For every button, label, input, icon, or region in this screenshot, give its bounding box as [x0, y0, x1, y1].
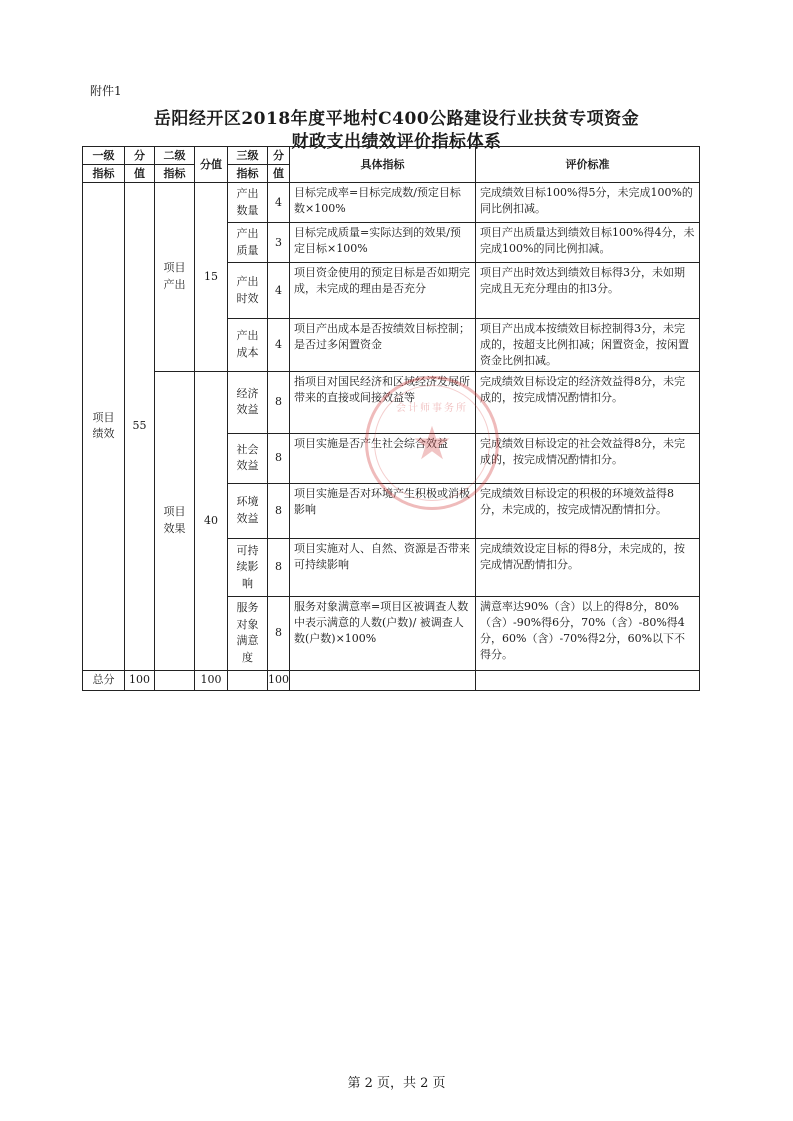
total-row: [83, 670, 700, 690]
level3-score: 4: [268, 183, 290, 223]
standard-text: 完成绩效目标100%得5分，未完成100%的同比例扣减。: [476, 183, 700, 223]
level3-name: 产出时效: [228, 263, 268, 319]
level1-score: 55: [125, 183, 155, 671]
total-score1: 100: [125, 670, 155, 690]
seal-star-icon: ★: [411, 416, 453, 470]
group-name: 项目效果: [155, 371, 195, 670]
header-row-1: [83, 147, 700, 165]
standard-text: 完成绩效目标设定的经济效益得8分，未完成的，按完成情况酌情扣分。: [476, 371, 700, 433]
indicator-text: 指项目对国民经济和区域经济发展所带来的直接或间接效益等: [290, 371, 476, 433]
level3-score: 8: [268, 538, 290, 596]
seal-text: 会计师事务所: [396, 403, 468, 414]
level3-score: 8: [268, 483, 290, 538]
level1-name: 项目绩效: [83, 183, 125, 671]
indicator-text: 项目产出成本是否按绩效目标控制；是否过多闲置资金: [290, 319, 476, 372]
header-score1: 分: [125, 147, 155, 165]
header-score3: 分: [268, 147, 290, 165]
indicator-table: [82, 146, 700, 691]
group-score: 40: [195, 371, 228, 670]
standard-text: 项目产出成本按绩效目标控制得3分，未完成的，按超支比例扣减；闲置资金，按闲置资金比例扣减。: [476, 319, 700, 372]
standard-text: 完成绩效目标设定的积极的环境效益得8分，未完成的，按完成情况酌情扣分。: [476, 483, 700, 538]
standard-text: 完成绩效设定目标的得8分，未完成的，按完成情况酌情扣分。: [476, 538, 700, 596]
level3-score: 8: [268, 371, 290, 433]
level3-score: 8: [268, 433, 290, 483]
indicator-text: 目标完成率=目标完成数/预定目标数×100%: [290, 183, 476, 223]
header-score3-sub: 值: [268, 165, 290, 183]
total-label: 总分: [83, 670, 125, 690]
empty-cell: [155, 670, 195, 690]
document-title: 岳阳经开区2018年度平地村C400公路建设行业扶贫专项资金: [153, 109, 640, 129]
empty-cell: [228, 670, 268, 690]
level3-name: 产出数量: [228, 183, 268, 223]
indicator-text: 项目资金使用的预定目标是否如期完成，未完成的理由是否充分: [290, 263, 476, 319]
level3-score: 8: [268, 596, 290, 670]
level3-name: 产出成本: [228, 319, 268, 372]
empty-cell: [476, 670, 700, 690]
indicator-text: 项目实施是否对环境产生积极或消极影响: [290, 483, 476, 538]
indicator-text: 服务对象满意率=项目区被调查人数中表示满意的人数(户数)/ 被调查人数(户数)×100%: [290, 596, 476, 670]
header-level1: 一级: [83, 147, 125, 165]
table-row: [83, 183, 700, 223]
total-score2: 100: [195, 670, 228, 690]
standard-text: 项目产出时效达到绩效目标得3分，未如期完成且无充分理由的扣3分。: [476, 263, 700, 319]
group-name: 项目产出: [155, 183, 195, 372]
empty-cell: [290, 670, 476, 690]
header-level3-sub: 指标: [228, 165, 268, 183]
group-score: 15: [195, 183, 228, 372]
header-level2-sub: 指标: [155, 165, 195, 183]
attachment-label: 附件1: [90, 84, 122, 98]
total-score3: 100: [268, 670, 290, 690]
standard-text: 完成绩效目标设定的社会效益得8分，未完成的，按完成情况酌情扣分。: [476, 433, 700, 483]
indicator-text: 项目实施对人、自然、资源是否带来可持续影响: [290, 538, 476, 596]
standard-text: 满意率达90%（含）以上的得8分，80%（含）-90%得6分，70%（含）-80%得4分，60%（含）-70%得2分，60%以下不得分。: [476, 596, 700, 670]
page-footer: 第 2 页，共 2 页: [347, 1076, 446, 1091]
header-level2: 二级: [155, 147, 195, 165]
table-row: [83, 371, 700, 433]
level3-name: 经济效益: [228, 371, 268, 433]
document-subtitle: 财政支出绩效评价指标体系: [291, 132, 502, 152]
indicator-text: 目标完成质量=实际达到的效果/预定目标×100%: [290, 223, 476, 263]
level3-name: 可持续影响: [228, 538, 268, 596]
level3-name: 服务对象满意度: [228, 596, 268, 670]
level3-score: 3: [268, 223, 290, 263]
header-score2: 分值: [195, 147, 228, 183]
header-score1-sub: 值: [125, 165, 155, 183]
indicator-text: 项目实施是否产生社会综合效益: [290, 433, 476, 483]
header-level1-sub: 指标: [83, 165, 125, 183]
standard-text: 项目产出质量达到绩效目标100%得4分，未完成100%的同比例扣减。: [476, 223, 700, 263]
level3-name: 社会效益: [228, 433, 268, 483]
level3-score: 4: [268, 319, 290, 372]
header-indicator: 具体指标: [290, 147, 476, 183]
level3-name: 环境效益: [228, 483, 268, 538]
header-level3: 三级: [228, 147, 268, 165]
level3-score: 4: [268, 263, 290, 319]
level3-name: 产出质量: [228, 223, 268, 263]
header-standard: 评价标准: [476, 147, 700, 183]
